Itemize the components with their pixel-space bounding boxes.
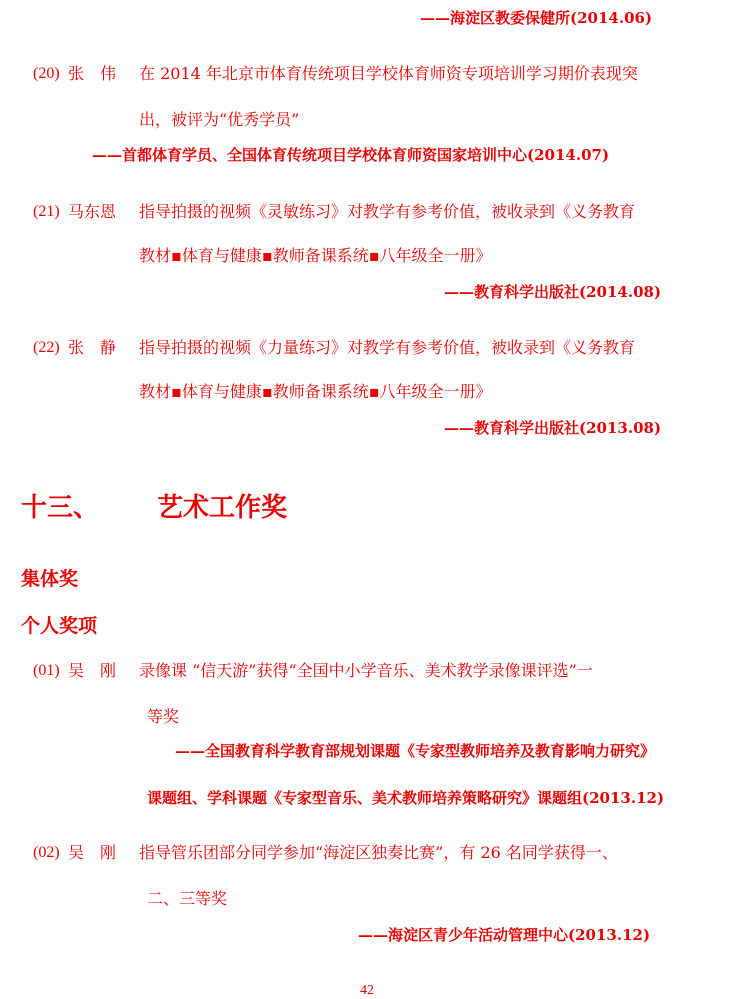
entry-number: (22) (33, 339, 60, 356)
entry-name: 吴 刚 (68, 843, 117, 862)
entry-name: 张 静 (68, 338, 117, 357)
entry-source: ——全国教育科学教育部规划课题《专家型教师培养及教育影响力研究》 (175, 742, 656, 760)
entry-number: (20) (33, 65, 60, 82)
entry-text: 指导拍摄的视频《灵敏练习》对教学有参考价值，被收录到《义务教育 (139, 202, 636, 221)
source-line: ——海淀区教委保健所(2014.06) (420, 9, 653, 27)
entry-text: 出，被评为“优秀学员” (139, 110, 300, 129)
entry-source: ——海淀区青少年活动管理中心(2013.12) (358, 926, 651, 944)
entry-source: ——教育科学出版社(2013.08) (444, 419, 662, 437)
entry-number: (01) (33, 662, 60, 679)
entry-text: 录像课 “信天游”获得“全国中小学音乐、美术教学录像课评选”一 (139, 661, 593, 680)
entry-text: 在 2014 年北京市体育传统项目学校体育师资专项培训学习期价表现突 (139, 64, 638, 83)
section-heading (21, 492, 287, 524)
entry-text: 教材▪体育与健康▪教师备课系统▪八年级全一册》 (139, 382, 492, 401)
collective-award-heading: 集体奖 (21, 568, 79, 590)
entry-text: 等奖 (147, 707, 180, 726)
individual-award-heading: 个人奖项 (21, 615, 98, 637)
section-number: 十三、 (21, 493, 100, 523)
entry-name: 张 伟 (68, 64, 117, 83)
entry-source: ——教育科学出版社(2014.08) (444, 283, 662, 301)
entry-name: 马东恩 (68, 202, 117, 221)
entry-name: 吴 刚 (68, 661, 117, 680)
entry-text: 指导拍摄的视频《力量练习》对教学有参考价值，被收录到《义务教育 (139, 338, 636, 357)
entry-text: 指导管乐团部分同学参加“海淀区独奏比赛”，有 26 名同学获得一、 (139, 843, 618, 862)
section-title: 艺术工作奖 (157, 493, 288, 523)
entry-source: ——首都体育学员、全国体育传统项目学校体育师资国家培训中心(2014.07) (92, 146, 610, 164)
entry-source: 课题组、学科课题《专家型音乐、美术教师培养策略研究》课题组(2013.12) (147, 789, 665, 807)
entry-number: (02) (33, 844, 60, 861)
entry-text: 教材▪体育与健康▪教师备课系统▪八年级全一册》 (139, 246, 492, 265)
page-number: 42 (360, 983, 374, 998)
entry-number: (21) (33, 203, 60, 220)
entry-text: 二、三等奖 (147, 889, 228, 908)
